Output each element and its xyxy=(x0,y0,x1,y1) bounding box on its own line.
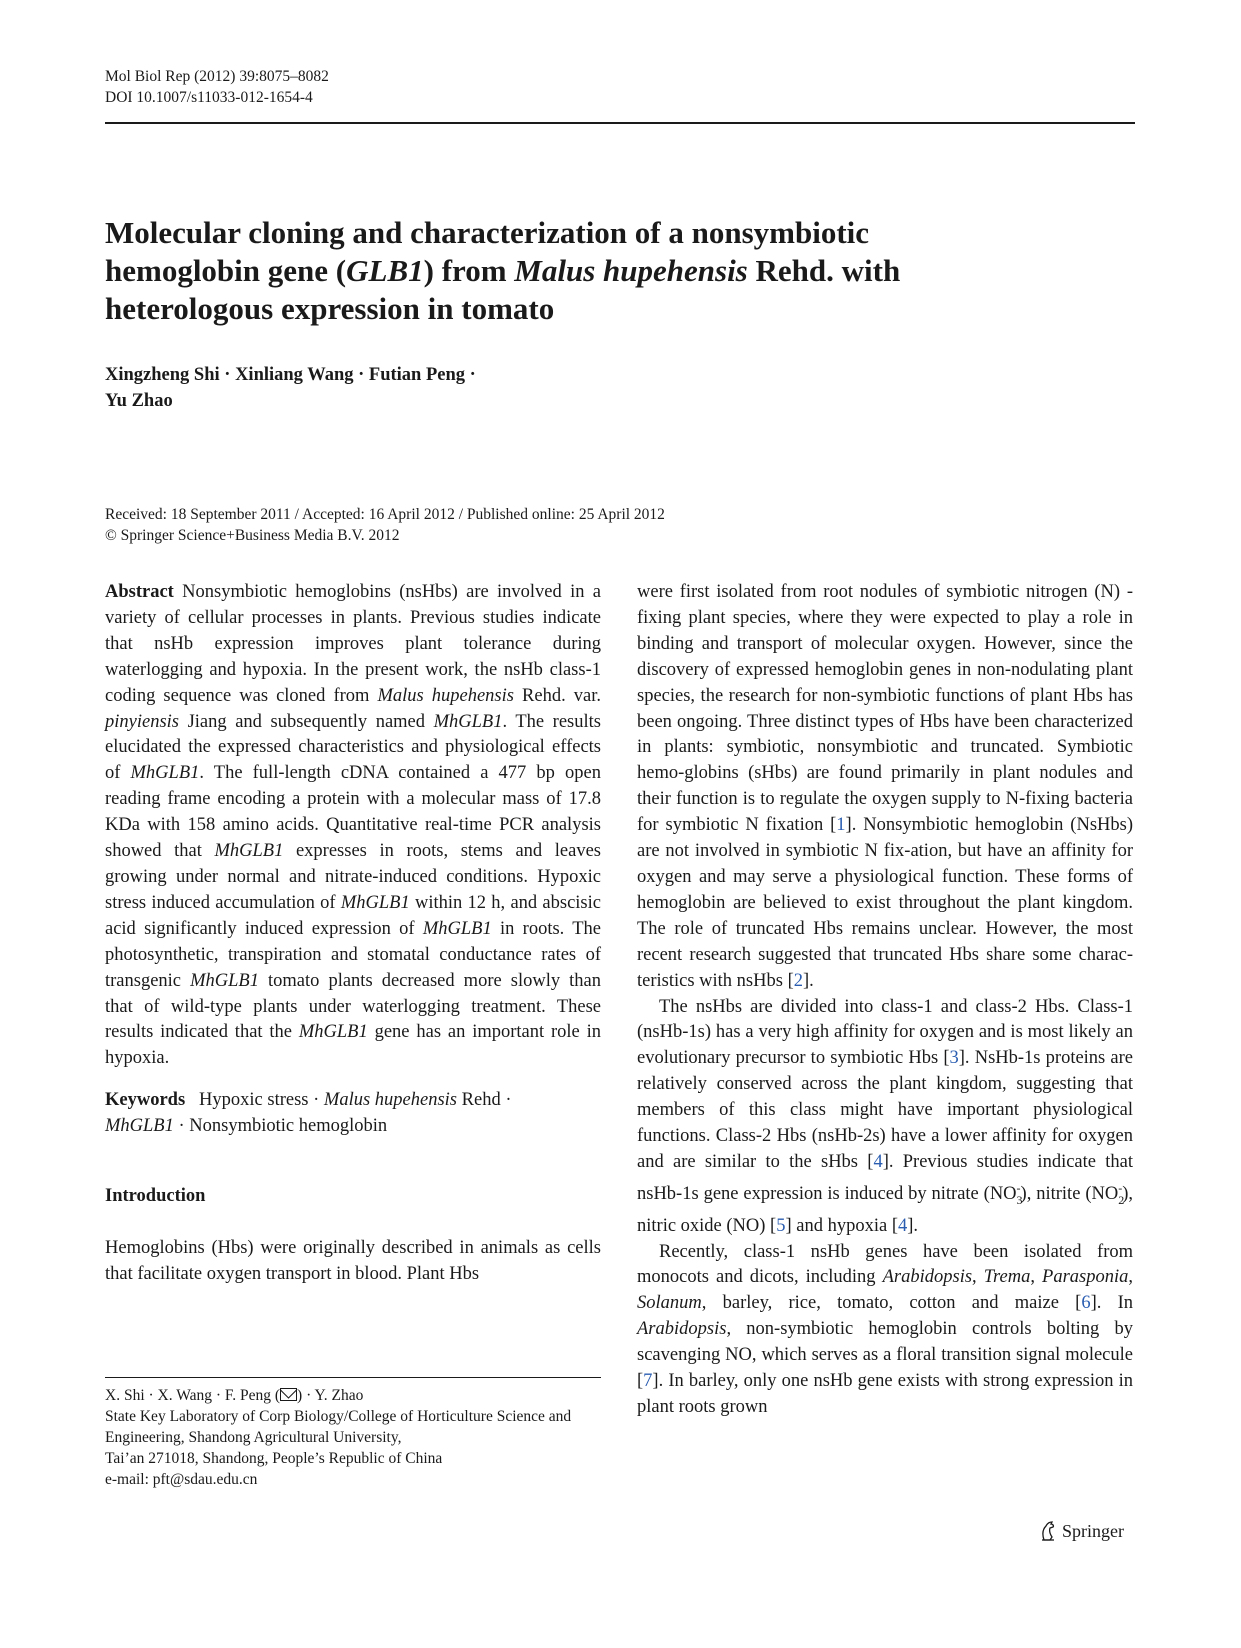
abstract-heading: Abstract xyxy=(105,582,174,602)
journal-citation: Mol Biol Rep (2012) 39:8075–8082 xyxy=(105,68,329,85)
author: Futian Peng xyxy=(368,365,466,385)
citation-link[interactable]: 7 xyxy=(643,1371,653,1392)
citation-link[interactable]: 5 xyxy=(776,1215,786,1236)
article-title: Molecular cloning and characterization of a nonsymbiotic hemoglobin gene (GLB1) from Malus hupehensis Rehd. with heterologous expression in tomato xyxy=(105,215,901,326)
affiliation-email[interactable]: e-mail: pft@sdau.edu.cn xyxy=(105,1471,258,1488)
citation-link[interactable]: 4 xyxy=(898,1215,908,1236)
citation-link[interactable]: 6 xyxy=(1081,1293,1091,1314)
affiliation-lab: State Key Laboratory of Corp Biology/College of Horticulture Science and Engineering, Shandong Agricultural University, xyxy=(105,1408,572,1446)
introduction-heading: Introduction xyxy=(105,1186,206,1207)
title-gene-name: GLB1 xyxy=(346,253,424,288)
author: Yu Zhao xyxy=(105,391,173,411)
doi: DOI 10.1007/s11033-012-1654-4 xyxy=(105,89,313,106)
journal-header xyxy=(105,66,329,108)
author: Xingzheng Shi xyxy=(105,365,220,385)
right-column xyxy=(637,580,1133,1421)
citation-link[interactable]: 4 xyxy=(873,1151,883,1172)
title-species: Malus hupehensis xyxy=(514,253,748,288)
left-column xyxy=(105,580,601,1288)
citation-link[interactable]: 1 xyxy=(836,815,846,836)
author-list: Xingzheng Shi · Xinliang Wang · Futian Peng · Yu Zhao xyxy=(105,365,476,411)
footnote-rule xyxy=(105,1377,601,1378)
citation-link[interactable]: 3 xyxy=(949,1048,959,1069)
copyright: © Springer Science+Business Media B.V. 2012 xyxy=(105,527,400,544)
affiliation xyxy=(105,1385,601,1490)
publication-dates xyxy=(105,504,905,546)
body-paragraph: The nsHbs are divided into class-1 and class-2 Hbs. Class-1 (nsHb-1s) has a very high affinity for oxygen and is most likely an evolutionary precursor to symbiotic Hbs [3]. NsHb-1s proteins are relatively conserved across the plant kingdom, suggesting that members of this class might have important physiological functions. Class-2 Hbs (nsHb-2s) have a lower affinity for oxygen and are similar to the sHbs [4]. Previous studies indicate that nsHb-1s gene expression is induced by nitrate $(NO_3^-)$, nitrite $(NO_2^-)$, nitric oxide (NO) [5] and hypoxia [4]. xyxy=(637,996,1134,1236)
body-paragraph: Recently, class-1 nsHb genes have been isolated from monocots and dicots, including Arabidopsis, Trema, Parasponia, Solanum, barley, rice, tomato, cotton and maize [6]. In Arabidopsis, non-symbiotic hemoglobin controls bolting by scavenging NO, which serves as a floral transition signal molecule [7]. In barley, only one nsHb gene exists with strong expression in plant roots grown xyxy=(637,1241,1133,1417)
header-rule xyxy=(105,122,1135,124)
author: Xinliang Wang xyxy=(235,365,354,385)
envelope-icon xyxy=(280,1388,297,1401)
publisher-logo xyxy=(1038,1519,1124,1543)
affiliation-city: Tai’an 271018, Shandong, People’s Republic of China xyxy=(105,1450,443,1467)
springer-horse-icon xyxy=(1038,1520,1058,1542)
keywords-heading: Keywords xyxy=(105,1090,186,1111)
received-accepted-published: Received: 18 September 2011 / Accepted: 16 April 2012 / Published online: 25 April 2012 xyxy=(105,506,665,523)
affiliation-names: X. Shi · X. Wang · F. Peng ( ) · Y. Zhao xyxy=(105,1387,364,1404)
keywords: Keywords Hypoxic stress · Malus hupehensis Rehd · MhGLB1 · Nonsymbiotic hemoglobin xyxy=(105,1090,512,1137)
citation-link[interactable]: 2 xyxy=(793,970,803,991)
publisher-name: Springer xyxy=(1062,1521,1124,1541)
body-paragraph: were first isolated from root nodules of symbiotic nitrogen (N) -fixing plant species, where they were expected to play a role in binding and transport of molecular oxygen. However, since the discovery of expressed hemoglobin genes in non-nodulating plant species, the research for non-symbiotic functions of plant Hbs has been ongoing. Three distinct types of Hbs have been characterized in plants: symbiotic, nonsymbiotic and truncated. Symbiotic hemo-globins (sHbs) are found primarily in plant nodules and their function is to regulate the oxygen supply to N-fixing bacteria for symbiotic N fixation [1]. Nonsymbiotic hemoglobin (NsHbs) are not involved in symbiotic N fix-ation, but have an affinity for oxygen and may serve a physiological function. These forms of hemoglobin are believed to exist throughout the plant kingdom. The role of truncated Hbs remains unclear. However, the most recent research suggested that truncated Hbs share some charac-teristics with nsHbs [2]. xyxy=(637,582,1133,991)
intro-paragraph: Hemoglobins (Hbs) were originally described in animals as cells that facilitate oxygen transport in blood. Plant Hbs xyxy=(105,1237,601,1284)
abstract: Abstract Nonsymbiotic hemoglobins (nsHbs) are involved in a variety of cellular processes in plants. Previous studies indicate that nsHb expression improves plant tolerance during waterlogging and hypoxia. In the present work, the nsHb class-1 coding sequence was cloned from Malus hupehensis Rehd. var. pinyiensis Jiang and subsequently named MhGLB1. The results elucidated the expressed characteristics and physiological effects of MhGLB1. The full-length cDNA contained a 477 bp open reading frame encoding a protein with a molecular mass of 17.8 KDa with 158 amino acids. Quantitative real-time PCR analysis showed that MhGLB1 expresses in roots, stems and leaves growing under normal and nitrate-induced conditions. Hypoxic stress induced accumulation of MhGLB1 within 12 h, and abscisic acid significantly induced expression of MhGLB1 in roots. The photosynthetic, transpiration and stomatal conductance rates of transgenic MhGLB1 tomato plants decreased more slowly than that of wild-type plants under waterlogging treatment. These results indicated that the MhGLB1 gene has an important role in hypoxia. xyxy=(105,582,602,1069)
